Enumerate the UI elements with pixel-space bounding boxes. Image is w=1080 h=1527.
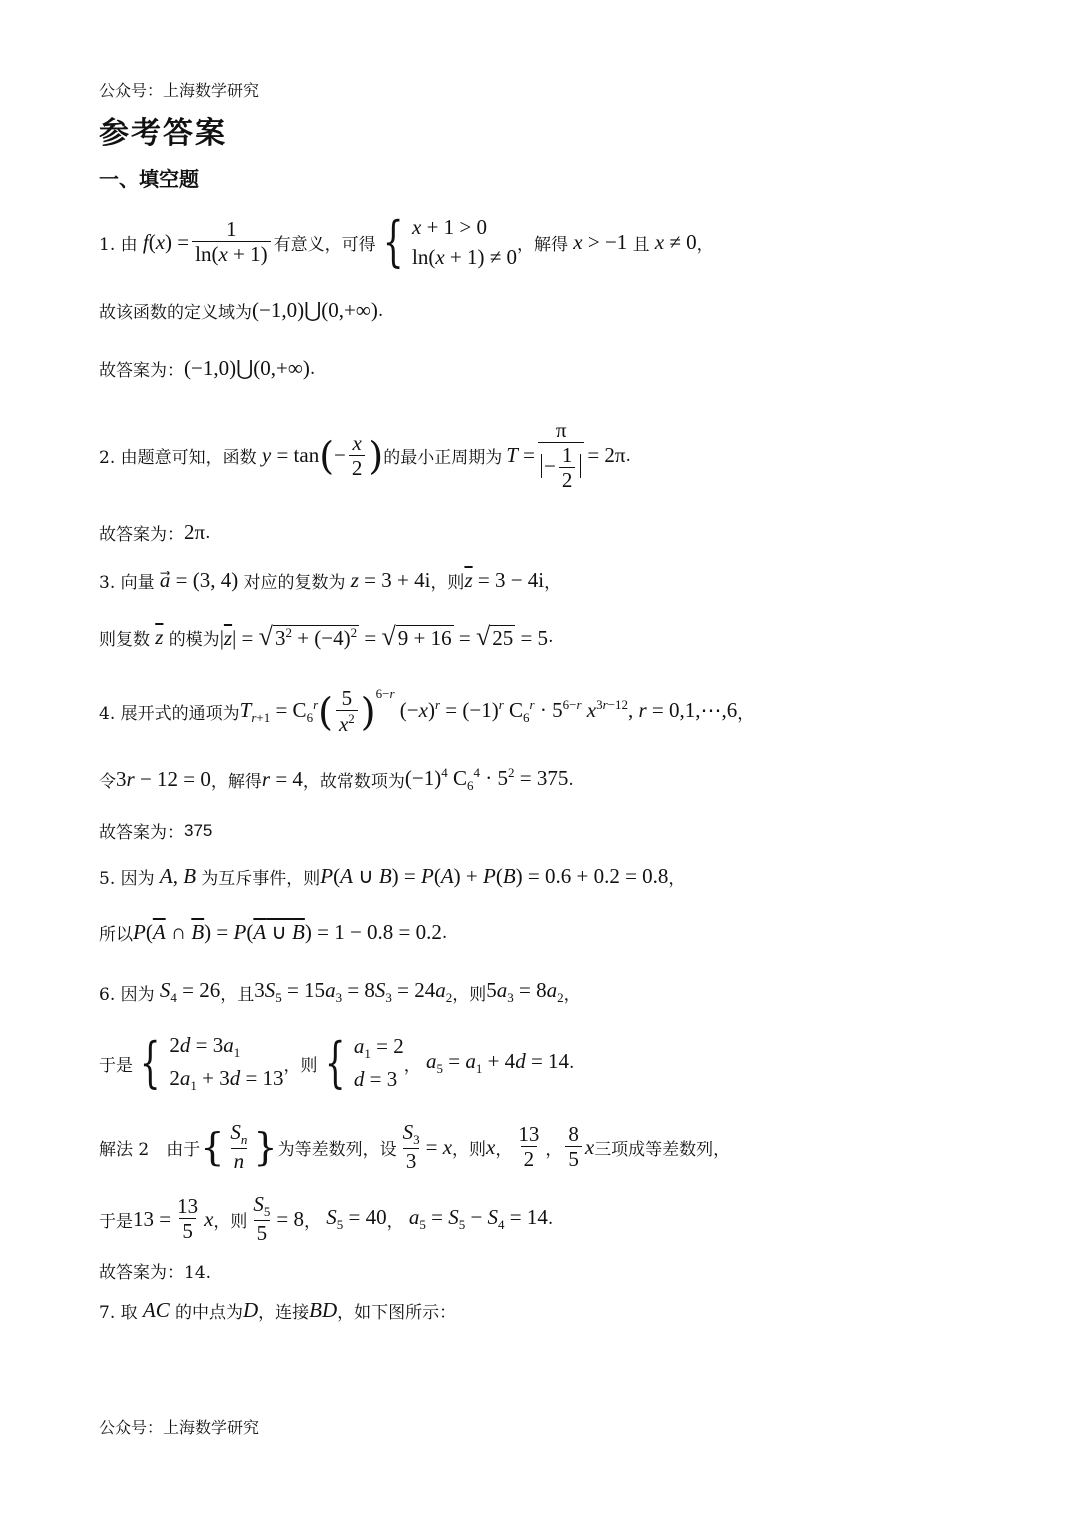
math: f(x) =	[142, 229, 190, 254]
q5-line1: 5. 因为 A, B 为互斥事件，则 P(A ∪ B) = P(A) + P(B) = 0.6 + 0.2 = 0.8 ，	[99, 864, 686, 889]
page-title: 参考答案	[99, 116, 227, 151]
q5-line2: 所以 $P(\overline{A}$ ∩ $\overline{B}) = P(A$ ∪ B) = 1 − 0.8 = 0.2 .	[99, 920, 448, 945]
q6-line4: 于是 13 = $\frac{13}{5}$ x ，则 $\frac{S_5}{5}$ = 8 ， $S_5 = 40$ ， $a_5 = S_5 - S_4 = 14$ .	[99, 1192, 554, 1246]
q6-line2: 于是 { $2d = 3a_1$ $2a_1 + 3d = 13$ ，则 { $a_1 = 2$ d = 3 ， $a_5 = a_1 + 4d = 14$ .	[99, 1031, 575, 1095]
q6-solution2: 解法 2 由于 { $\frac{S_n}{n}$ } 为等差数列，设 $\frac{S_3}{3}$ = x ，则 x ， $\frac{13}{2}$ ， $\frac{8}{5}$ x 三项成等差数列，	[99, 1120, 731, 1174]
q7-line1: 7. 取 AC 的中点为 D ，连接 BD ，如下图所示：	[99, 1298, 457, 1323]
q4-answer: 故答案为： 375	[99, 820, 213, 843]
q6-answer: 故答案为：14.	[99, 1263, 212, 1283]
q3-line2: 则复数 $\overline{z}$ 的模为 $|\overline{z}| = √3^2 + (-4)^2 = √9 + 16 = √25 = 5$ .	[99, 622, 554, 651]
math-fraction: $\frac{1}{\ln(x + 1)}$	[192, 217, 271, 267]
q1-line2: 故该函数的定义域为 (−1,0)⋃(0,+∞) .	[99, 298, 384, 323]
q1-line1: 1. 由 f(x) = $\frac{1}{\ln(x + 1)}$ 有意义，可得 { x + 1 > 0 ln(x + 1) ≠ 0 ，解得 x > −1 且 x ≠ 0 ，	[99, 210, 714, 274]
q4-line2: 令 3r − 12 = 0 ，解得 r = 4 ，故常数项为 $(-1)^4$ $C_6^4 \cdot 5^2 = 375$ .	[99, 765, 574, 794]
q1-answer: 故答案为： (−1,0)⋃(0,+∞) .	[99, 356, 316, 381]
q3-line1: 3. 向量 a⃗ = (3, 4) 对应的复数为 z = 3 + 4i ，则 $\overline{z} = 3 - 4i$ ，	[99, 568, 562, 593]
q6-line1: 6. 因为 $S_4 = 26$ ，且 $3S_5 = 15a_3 = 8S_3 = 24a_2$ ，则 $5a_3 = 8a_2$ ，	[99, 978, 581, 1006]
q4-line1: 4. 展开式的通项为 $T_{r+1} = C_6^r$ ( $\frac{5}{x^2}$ ) $^{6-r}$ $(-x)^r = (-1)^r$ $C_6^r \cdot 5^{6-r}$ $x^{3r-12}$, r = 0,1,⋯,6 ，	[99, 686, 755, 737]
q2-answer: 故答案为： 2π .	[99, 520, 211, 545]
page-header: 公众号：上海数学研究	[99, 81, 260, 100]
math-system: x + 1 > 0 ln(x + 1) ≠ 0	[412, 215, 518, 270]
page-footer: 公众号：上海数学研究	[99, 1418, 260, 1437]
section-heading: 一、填空题	[99, 167, 199, 191]
q2-line1: 2. 由题意可知，函数 y = tan ( − $\frac{x}{2}$ ) 的最小正周期为 T = π − $\frac{1}{2}$ = 2π .	[99, 418, 631, 493]
